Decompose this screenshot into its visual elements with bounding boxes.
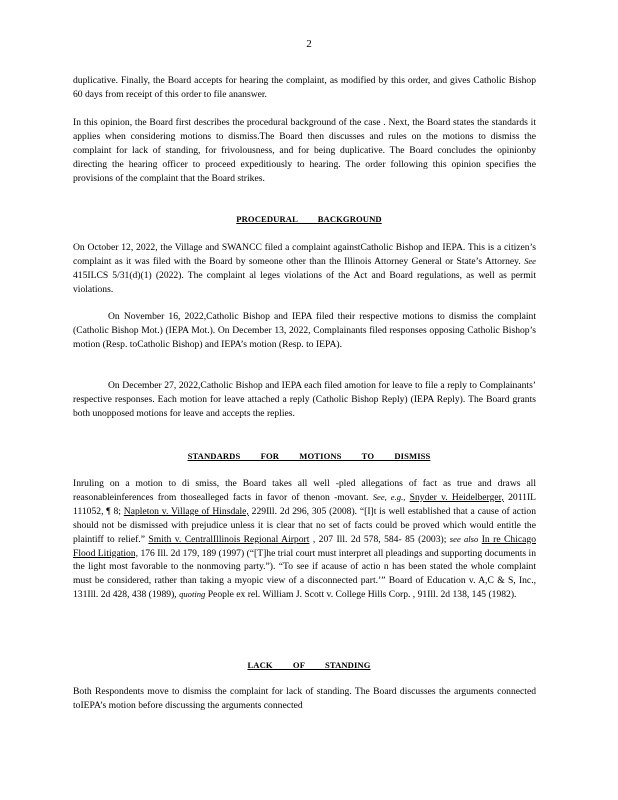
page-number: 2 [306,38,312,50]
heading-procedural-background-text: PROCEDURAL BACKGROUND [236,214,382,224]
case-smith: Smith v. CentralIllinois Regional Airport [148,533,310,545]
case-chicago-flood: In re Chicago Flood Litigation, [73,533,536,559]
signal-see: See [524,255,536,266]
signal-quoting: quoting [179,589,206,600]
heading-standards [0,451,618,461]
paragraph-intro-conclusion: duplicative. Finally, the Board accepts for hearing the complaint, as modified by this order, and gives Catholic Bishop 60 days from receipt of this order to file ananswer. [73,75,536,100]
paragraph-complaint-filed [73,241,536,297]
standards-text-c: 229Ill. 2d 296, 305 (2008). “[I]t is well established that a cause of action should not be dismissed with prejudice unless it is clear that no set of facts could be proved which would entitle the plaintiff to relief.” [73,505,536,545]
standards-text-f: People ex rel. William J. Scott v. College Hills Corp. , 91Ill. 2d 138, 145 (1982). [205,589,517,601]
standards-text-b: 2011IL 111052, ¶ 8; [73,491,536,517]
paragraph-lack-of-standing: Both Respondents move to dismiss the complaint for lack of standing. The Board discusses the arguments connected toIEPA’s motion before discussing the arguments connected [73,686,536,711]
standards-text-e: 176 Ill. 2d 179, 189 (1997) (“[T]he trial court must interpret all pleadings and supporting documents in the light most favorable to the nonmoving party.”). “To see if acause of actio n has been stated the whole complaint must be considered, rather than taking a myopic view of a disconnected part.’” Board of Education v. A,C & S, Inc., 131Ill. 2d 428, 438 (1989), [73,547,536,601]
heading-lack-of-standing-text: LACK OF STANDING [247,660,371,670]
standards-text-a: Inruling on a motion to di smiss, the Board takes all well -pled allegations of fact as true and draws all reasonableinferences from thosealleged facts in favor of thenon -movant. [73,478,536,503]
complaint-text-b: 415ILCS 5/31(d)(1) (2022). The complaint al leges violations of the Act and Board regulations, as well as permit violations. [73,269,536,295]
paragraph-motions-to-dismiss: On November 16, 2022,Catholic Bishop and IEPA filed their respective motions to dismiss the complaint (Catholic Bishop Mot.) (IEPA Mot.). On December 13, 2022, Complainants filed responses opposing Catholic Bishop’s motion (Resp. toCatholic Bishop) and IEPA’s motion (Resp. to IEPA). [73,311,536,350]
complaint-text-a: On October 12, 2022, the Village and SWANCC filed a complaint againstCatholic Bishop and IEPA. This is a citizen’s complaint as it was filed with the Board by someone other than the Illinois Attorney General or State’s Attorney. [73,242,536,267]
standards-text-d: , 207 Ill. 2d 578, 584- 85 (2003); [309,533,450,545]
signal-see-also: see also [449,533,479,544]
heading-procedural-background [0,214,618,224]
heading-lack-of-standing [0,660,618,670]
paragraph-opinion-overview: In this opinion, the Board first describes the procedural background of the case . Next, the Board states the standards it applies when considering motions to dismiss.The Board then discusses and rules on the motions to dismiss the complaint for lack of standing, for frivolousness, and for being duplicative. The Board concludes the opinionby directing the hearing officer to proceed expeditiously to hearing. The order following this opinion specifies the provisions of the complaint that the Board strikes. [73,117,536,184]
case-snyder: Snyder v. Heidelberger, [409,491,504,503]
signal-see-eg: See, e.g., [372,491,406,502]
heading-standards-text: STANDARDS FOR MOTIONS TO DISMISS [187,451,431,461]
case-napleton: Napleton v. Village of Hinsdale, [123,505,249,517]
paragraph-standards [73,477,536,602]
paragraph-motions-for-leave: On December 27, 2022,Catholic Bishop and IEPA each filed amotion for leave to file a reply to Complainants’ respective responses. Each motion for leave attached a reply (Catholic Bishop Reply) (IEPA Reply). The Board grants both unopposed motions for leave and accepts the replies. [73,380,536,419]
